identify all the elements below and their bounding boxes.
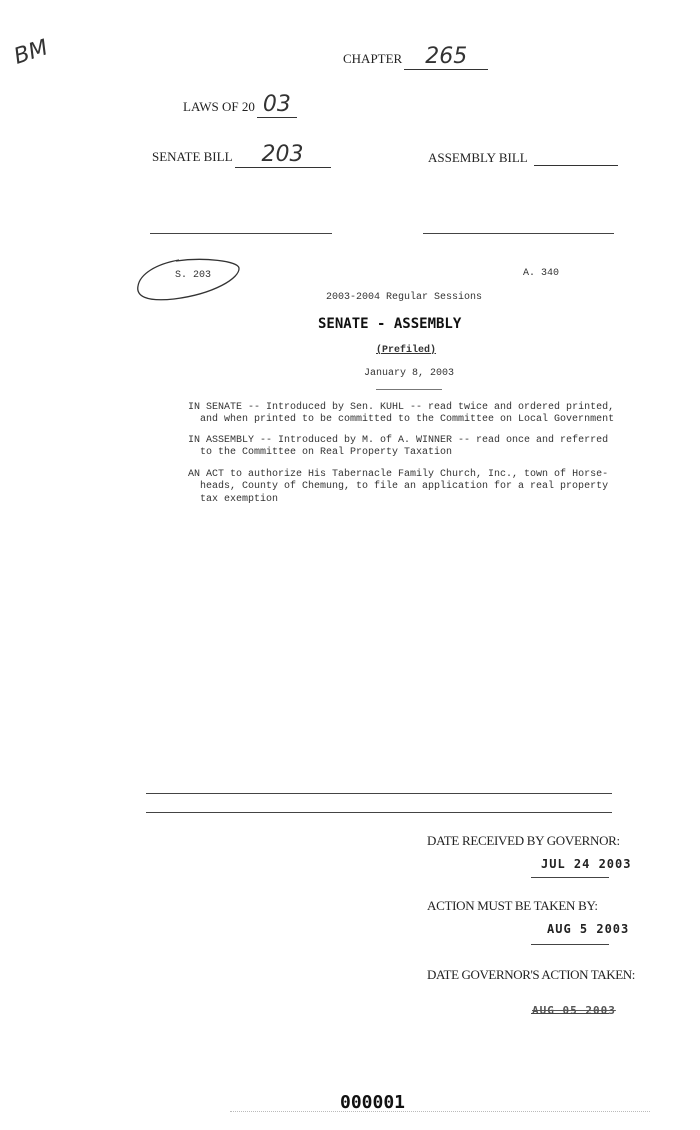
senate-number: S. 203: [175, 270, 212, 281]
section-rule-bottom: [146, 812, 612, 813]
section-rule-top: [146, 793, 612, 794]
senate-intro-line-2: and when printed to be committed to the Committee on Local Government: [200, 414, 615, 425]
senate-bill-line: [152, 142, 331, 168]
page-number: 000001: [340, 1092, 406, 1113]
action-by-label: ACTION MUST BE TAKEN BY:: [427, 898, 598, 913]
chapter-label: CHAPTER: [343, 51, 403, 66]
chapter-number: 265: [425, 44, 468, 69]
action-by-line: [531, 944, 609, 945]
action-taken-label: DATE GOVERNOR'S ACTION TAKEN:: [427, 967, 635, 982]
laws-of-year: 03: [262, 92, 291, 117]
received-stamp: JUL 24 2003: [541, 857, 632, 871]
bill-date: January 8, 2003: [364, 368, 455, 379]
assembly-bill-line: [428, 150, 618, 166]
blank-line-right: [423, 233, 614, 234]
margin-initials: BM: [10, 35, 52, 70]
assembly-intro-line-1: IN ASSEMBLY -- Introduced by M. of A. WINNER -- read once and referred: [188, 435, 609, 446]
senate-intro-line-1: IN SENATE -- Introduced by Sen. KUHL -- read twice and ordered printed,: [188, 402, 615, 413]
assembly-bill-label: ASSEMBLY BILL: [428, 150, 528, 165]
footer-dotted-line: [230, 1111, 650, 1112]
laws-of-line: [183, 92, 297, 118]
act-line-1: AN ACT to authorize His Tabernacle Family Church, Inc., town of Horse-: [188, 469, 609, 480]
act-line-3: tax exemption: [200, 494, 279, 505]
assembly-number: A. 340: [523, 268, 560, 279]
prefiled-label: (Prefiled): [376, 345, 437, 356]
received-line: [531, 877, 609, 878]
senate-bill-label: SENATE BILL: [152, 149, 233, 164]
received-label: DATE RECEIVED BY GOVERNOR:: [427, 833, 620, 848]
date-divider: [376, 389, 442, 390]
laws-of-label: LAWS OF 20: [183, 99, 255, 114]
assembly-intro-line-2: to the Committee on Real Property Taxation: [200, 447, 453, 458]
action-taken-line: [531, 1013, 609, 1014]
chapter-line: [343, 44, 488, 70]
act-line-2: heads, County of Chemung, to file an application for a real property: [200, 481, 609, 492]
senate-assembly-heading: SENATE - ASSEMBLY: [318, 316, 462, 332]
session-line: 2003-2004 Regular Sessions: [326, 292, 483, 303]
action-taken-stamp: AUG 05 2003: [532, 1004, 616, 1017]
blank-line-left: [150, 233, 332, 234]
senate-bill-number: 203: [261, 142, 304, 167]
action-by-stamp: AUG 5 2003: [547, 922, 630, 936]
